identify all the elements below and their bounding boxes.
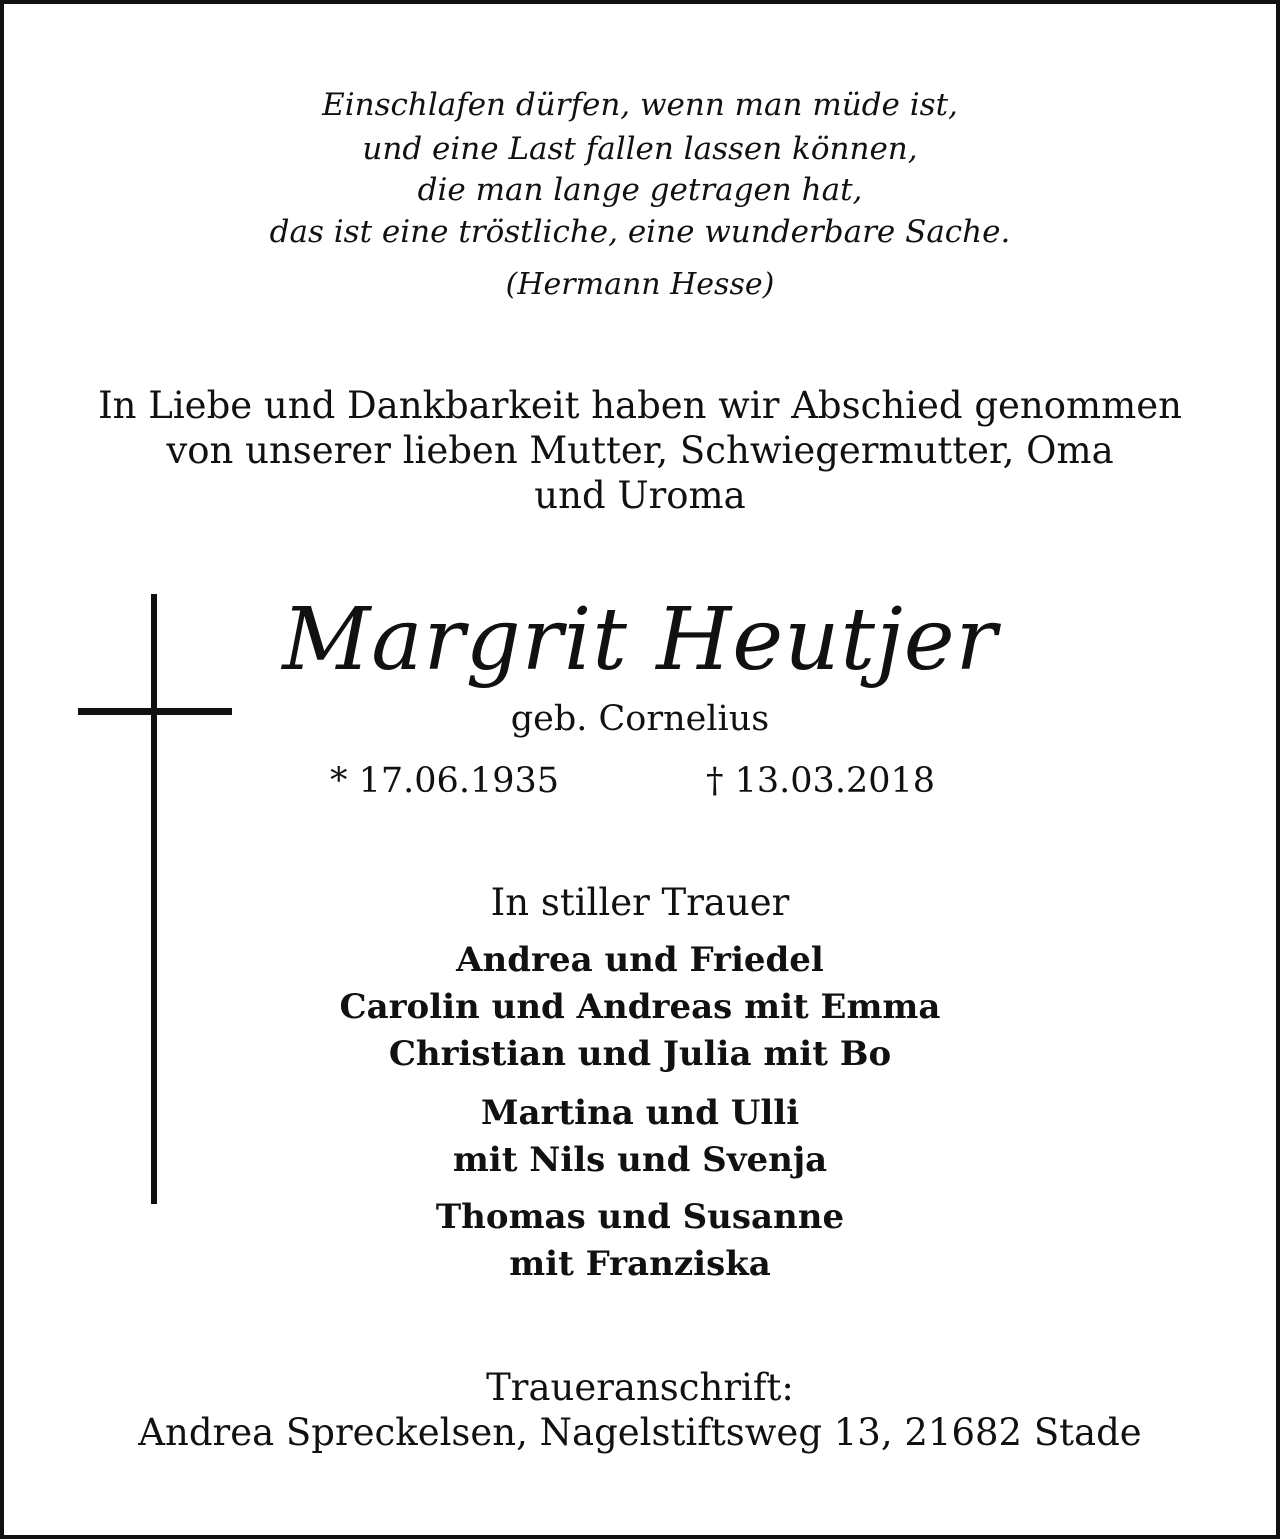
intro-line: und Uroma [534,474,746,517]
intro-line: von unserer lieben Mutter, Schwiegermutter, Oma [166,429,1114,472]
deceased-name: Margrit Heutjer [282,590,998,690]
quote-line: das ist eine tröstliche, eine wunderbare Sache. [269,214,1011,250]
mourner-line: Christian und Julia mit Bo [388,1034,892,1074]
mourner-line: Andrea und Friedel [456,940,824,980]
quote-author: (Hermann Hesse) [505,267,775,302]
address-label: Traueranschrift: [486,1366,794,1409]
quote-line: die man lange getragen hat, [417,172,863,208]
mourner-line: mit Nils und Svenja [452,1140,828,1180]
death-date: † 13.03.2018 [706,761,936,801]
maiden-name: geb. Cornelius [510,699,770,739]
birth-date: * 17.06.1935 [330,761,560,801]
mourner-line: Carolin und Andreas mit Emma [339,987,941,1027]
mourning-heading: In stiller Trauer [490,881,790,924]
mourner-line: Martina und Ulli [480,1093,800,1133]
mourner-line: mit Franziska [509,1244,771,1284]
mourner-line: Thomas und Susanne [435,1197,845,1237]
quote-line: Einschlafen dürfen, wenn man müde ist, [322,87,958,123]
intro-line: In Liebe und Dankbarkeit haben wir Abschied genommen [98,384,1182,427]
address-value: Andrea Spreckelsen, Nagelstiftsweg 13, 21682 Stade [138,1411,1142,1454]
quote-line: und eine Last fallen lassen können, [362,131,918,167]
